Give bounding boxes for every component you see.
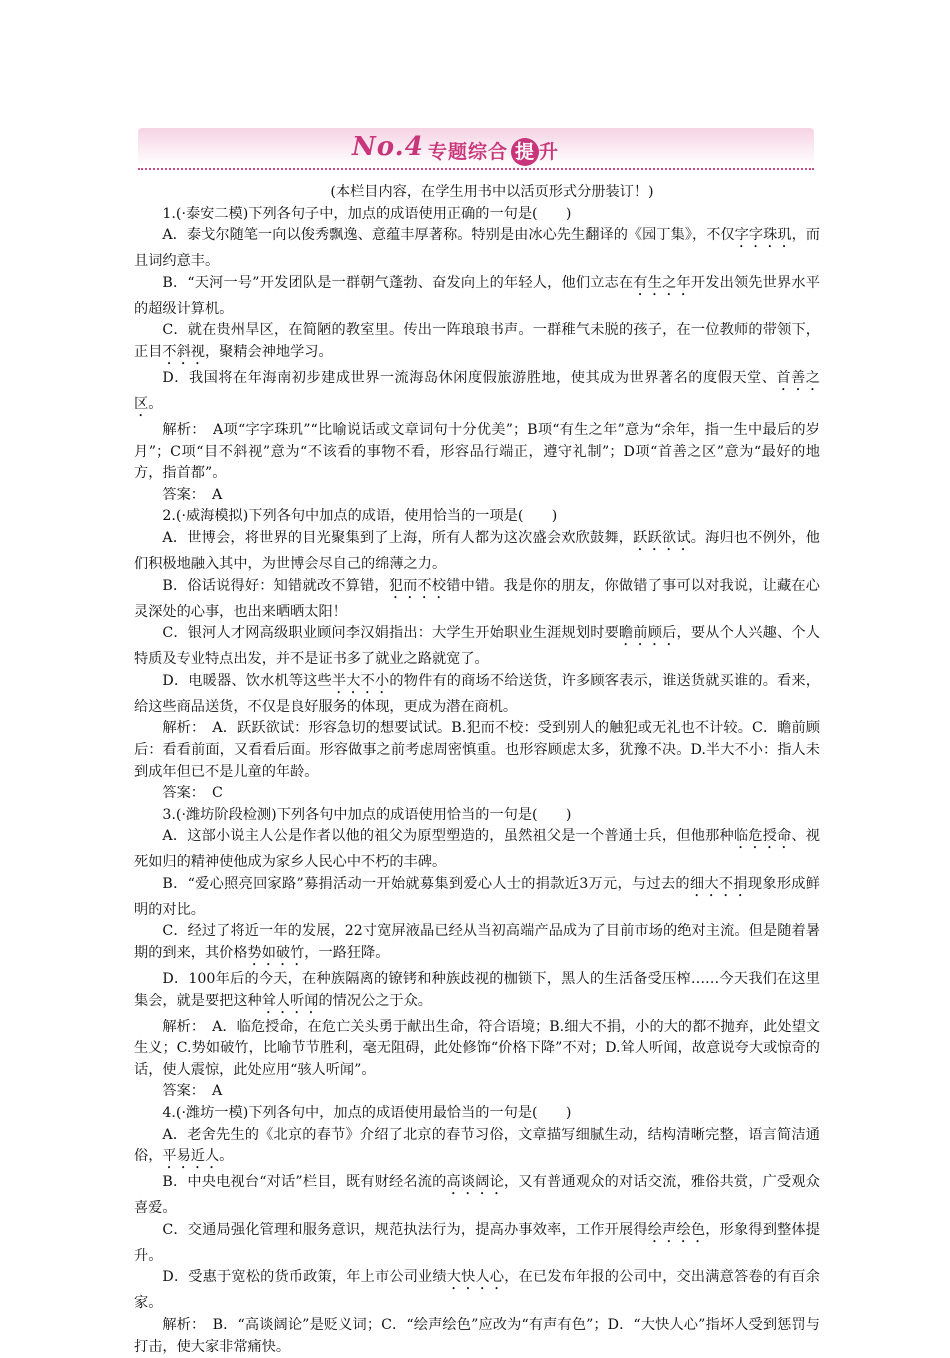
analysis: 解析： A．临危授命，在危亡关头勇于献出生命，符合语境；B.细大不捐，小的大的都不抛弃，此处望文生义；C.势如破竹，比喻节节胜利，毫无阻碍，此处修饰“价格下降”不对；D.耸人听闻，故意说夸大或惊奇的话，使人震惊，此处应用“骇人听闻”。 bbox=[134, 1018, 820, 1078]
option-text: ，聚精会神地学习。 bbox=[204, 343, 333, 360]
dotted-idiom: 跃跃欲试 bbox=[633, 529, 691, 546]
section-header bbox=[138, 128, 814, 176]
option-text: A．这部小说主人公是作者以他的祖父为原型塑造的，虽然祖父是一个普通士兵，但他那种 bbox=[162, 828, 734, 845]
answer: 答案： A bbox=[162, 486, 223, 503]
option-a bbox=[134, 528, 820, 576]
option-text: 的物件有的商场不给送货，许多顾客表示，谁送货就买谁的。看来，给这些商品送货，不仅是良好服务的体现，更成为潜在商机。 bbox=[134, 672, 820, 715]
option-text: C．银河人才网高级职业顾问李汉娟指出：大学生开始职业生涯规划时要 bbox=[162, 625, 619, 642]
option-text: 。 bbox=[148, 395, 163, 412]
dotted-idiom: 高谈阔论 bbox=[446, 1174, 505, 1191]
question-stem: 4.(·潍坊一模)下列各句中，加点的成语使用最恰当的一句是( ) bbox=[162, 1105, 572, 1122]
option-a bbox=[134, 826, 820, 874]
question-stem: 2.(·威海模拟)下列各句中加点的成语，使用恰当的一项是( ) bbox=[162, 508, 558, 525]
dotted-idiom: 半大不小 bbox=[331, 672, 390, 689]
dotted-idiom: 平易近人 bbox=[162, 1148, 220, 1165]
dotted-idiom: 不斜视 bbox=[162, 343, 205, 360]
option-c bbox=[134, 921, 820, 969]
option-text: 。海归也不例外，他们积极地融入其中，为世博会尽自己的绵薄之力。 bbox=[134, 529, 820, 572]
section-title-end: 升 bbox=[539, 141, 560, 163]
option-text: D．电暖器、饮水机等这些 bbox=[162, 672, 332, 689]
option-b bbox=[134, 576, 820, 624]
option-text: B．中央电视台“对话”栏目，既有财经名流的 bbox=[162, 1174, 447, 1191]
option-text: B．“天河一号”开发团队是一群朝气蓬勃、奋发向上的年轻人，他们立志在 bbox=[162, 274, 634, 291]
option-text: A．老舍先生的《北京的春节》介绍了北京的春节习俗，文章描写细腻生动，结构清晰完整，语言简洁通俗， bbox=[134, 1126, 820, 1165]
option-text: D．100年后的今天，在种族隔离的镣铐和种族歧视的枷锁下，黑人的生活备受压榨……今天我们在这里集会，就是要把这种 bbox=[134, 971, 820, 1009]
option-c bbox=[134, 320, 820, 368]
option-text: ，形象得到整体提升。 bbox=[134, 1221, 820, 1264]
option-c bbox=[134, 1220, 820, 1268]
binding-note: (本栏目内容，在学生用书中以活页形式分册装订！) bbox=[330, 184, 654, 200]
option-text: ，而且词约意丰。 bbox=[134, 227, 820, 270]
dotted-idiom: 大快人心 bbox=[446, 1269, 505, 1286]
dotted-idiom: 犯而不校 bbox=[388, 577, 447, 594]
option-text: D．我国将在年海南初步建成世界一流海岛休闲度假旅游胜地，使其成为世界著名的度假天堂、 bbox=[162, 369, 777, 386]
option-d bbox=[134, 969, 820, 1017]
option-text: 、视死如归的精神使他成为家乡人民心中不朽的丰碑。 bbox=[134, 828, 820, 871]
analysis: 解析： A．跃跃欲试：形容急切的想要试试。B.犯而不校：受到别人的触犯或无礼也不计较。C．瞻前顾后：看看前面，又看看后面。形容做事之前考虑周密慎重。也形容顾虑太多，犹豫不决。D.半大不小：指人未到成年但已不是儿童的年龄。 bbox=[134, 720, 820, 780]
option-text: 现象形成鲜明的对比。 bbox=[134, 875, 820, 918]
section-title-text: 专题综合 bbox=[428, 141, 509, 163]
option-text: ，又有普通观众的对话交流，雅俗共赏，广受观众喜爱。 bbox=[134, 1174, 820, 1217]
option-c bbox=[134, 623, 820, 671]
option-b bbox=[134, 874, 820, 922]
option-text: ，要从个人兴趣、个人特质及专业特点出发，并不是证书多了就业之路就宽了。 bbox=[134, 625, 820, 668]
dotted-idiom: 临危授命 bbox=[733, 828, 792, 845]
option-text: C．经过了将近一年的发展，22寸宽屏液晶已经从当初高端产品成为了目前市场的绝对主流。但是随着暑期的到来，其价格 bbox=[134, 923, 820, 962]
analysis: 解析： A项“字字珠玑”“比喻说话或文章词句十分优美”；B项“有生之年”意为“余年，指一生中最后的岁月”；C项“目不斜视”意为“不该看的事物不看，形容品行端正，遵守礼制”；D项“首善之区”意为“最好的地方，指首都”。 bbox=[134, 421, 820, 482]
section-title-accent: 提 bbox=[511, 138, 539, 166]
answer: 答案： C bbox=[162, 785, 223, 802]
header-dotted-rule bbox=[138, 168, 814, 170]
document-body bbox=[134, 182, 820, 1358]
option-b bbox=[134, 1172, 820, 1220]
section-title bbox=[428, 137, 559, 166]
option-text: 开发出领先世界水平的超级计算机。 bbox=[134, 274, 820, 317]
option-d bbox=[134, 1267, 820, 1315]
dotted-idiom: 势如破竹 bbox=[247, 945, 305, 962]
dotted-idiom: 细大不捐 bbox=[689, 875, 748, 892]
dotted-idiom: 首善之区 bbox=[134, 369, 820, 412]
option-text: B．俗话说得好：知错就改不算错， bbox=[162, 577, 389, 594]
section-number-badge: No.4 bbox=[352, 132, 424, 162]
option-text: 。 bbox=[219, 1148, 234, 1165]
dotted-idiom: 字字珠玑 bbox=[734, 227, 792, 244]
option-text: 的情况公之于众。 bbox=[318, 992, 432, 1009]
analysis: 解析： B．“高谈阔论”是贬义词；C．“绘声绘色”应改为“有声有色”；D．“大快人心”指坏人受到惩罚与打击，使大家非常痛快。 bbox=[134, 1317, 820, 1355]
option-text: C．交通局强化管理和服务意识，规范执法行为，提高办事效率，工作开展得 bbox=[162, 1221, 648, 1238]
option-text: 错中错。我是你的朋友，你做错了事可以对我说，让藏在心灵深处的心事，也出来晒晒太阳！ bbox=[134, 577, 820, 620]
option-text: B．“爱心照亮回家路”募捐活动一开始就募集到爱心人士的捐款近3万元，与过去的 bbox=[162, 875, 690, 892]
question-stem: 3.(·潍坊阶段检测)下列各句中加点的成语使用恰当的一句是( ) bbox=[162, 806, 572, 823]
question-stem: 1.(·泰安二模)下列各句子中，加点的成语使用正确的一句是( ) bbox=[162, 205, 572, 222]
dotted-idiom: 有生之年 bbox=[633, 274, 691, 291]
option-text: C．就在贵州旱区，在简陋的教室里。传出一阵琅琅书声。一群稚气未脱的孩子，在一位教师的带领下，正目 bbox=[134, 322, 820, 360]
option-a bbox=[134, 1125, 820, 1173]
dotted-idiom: 瞻前顾后 bbox=[618, 625, 677, 642]
option-text: A．世博会，将世界的目光聚集到了上海，所有人都为这次盛会欢欣鼓舞， bbox=[162, 529, 634, 546]
option-d bbox=[134, 671, 820, 719]
option-text: A．泰戈尔随笔一向以俊秀飘逸、意蕴丰厚著称。特别是由冰心先生翻译的《园丁集》，不仅 bbox=[162, 227, 735, 244]
option-text: ，一路狂降。 bbox=[304, 945, 390, 962]
option-b bbox=[134, 273, 820, 321]
answer: 答案： A bbox=[162, 1083, 223, 1100]
option-text: D．受惠于宽松的货币政策，年上市公司业绩 bbox=[162, 1269, 447, 1286]
dotted-idiom: 耸人听闻 bbox=[261, 992, 319, 1009]
option-a bbox=[134, 225, 820, 273]
option-text: ，在已发布年报的公司中，交出满意答卷的有百余家。 bbox=[134, 1269, 820, 1312]
dotted-idiom: 绘声绘色 bbox=[647, 1221, 706, 1238]
option-d bbox=[134, 368, 820, 420]
